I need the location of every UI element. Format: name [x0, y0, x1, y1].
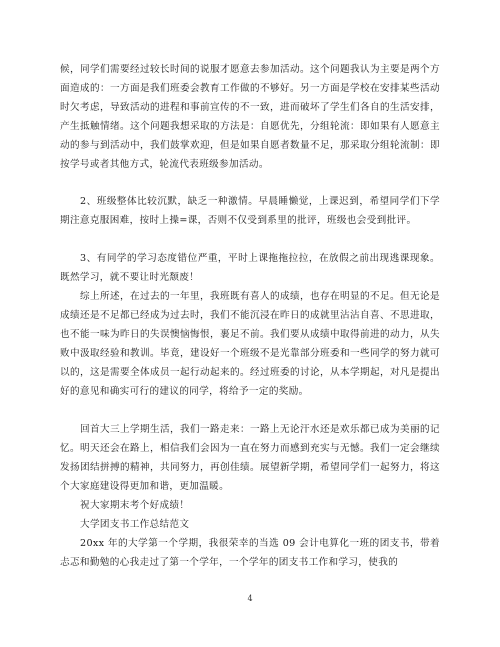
paragraph-wishes: 祝大家期末考个好成绩！: [80, 500, 190, 511]
paragraph-study-attitude: 3、有同学的学习态度错位严重，平时上课拖拖拉拉，在放假之前出现逃课现象。既然学习，就不要让时光颓废！: [60, 253, 440, 283]
paragraph-class-silence: 2、班级整体比较沉默，缺乏一种激情。早晨睡懒觉，上课迟到，希望同学们下学期注意克服困难，按时上操=课，否则不仅受到系里的批评，班级也会受到批评。: [60, 196, 440, 226]
paragraph-looking-back: 回首大三上学期生活，我们一路走来：一路上无论汗水还是欢乐都已成为美丽的记忆。明天还会在路上，相信我们会因为一直在努力而感到充实与无憾。我们一定会继续发扬团结拼搏的精神，共同努力，再创佳绩。展望新学期，希望同学们一起努力，将这个大家庭建设得更加和谐，更加温暖。: [60, 424, 440, 492]
page-number: 4: [247, 594, 253, 603]
paragraph-activity-participation: 候，同学们需要经过较长时间的说服才愿意去参加活动。这个问题我认为主要是两个方面造成的：一方面是我们班委会教育工作做的不够好。另一方面是学校在安排某些活动时欠考虑，导致活动的进程和事前宣传的不一致，进而破坏了学生们各自的生活安排，产生抵触情绪。这个问题我想采取的方法是：自愿优先，分组轮流：即如果有人愿意主动的参与到活动中，我们鼓掌欢迎，但是如果自愿者数量不足，那采取分组轮流制：即按学号或者其他方式，轮流代表班级参加活动。: [60, 64, 440, 170]
paragraph-summary: 综上所述，在过去的一年里，我班既有喜人的成绩，也存在明显的不足。但无论是成绩还是不足都已经成为过去时，我们不能沉浸在昨日的成就里沾沾自喜、不思进取，也不能一味为昨日的失误懊恼悔恨，裹足不前。我们要从成绩中取得前进的动力，从失败中汲取经验和教训。毕竟，建设好一个班级不是光靠部分班委和一些同学的努力就可以的，这是需要全体成员一起行动起来的。经过班委的讨论，从本学期起，对凡是提出好的意见和确实可行的建议的同学，将给予一定的奖励。: [60, 291, 440, 397]
paragraph-intro-next-section: 20xx 年的大学第一个学期，我很荣幸的当选 09 会计电算化一班的团支书，带着忐忑和勤勉的心我走过了第一个学年，一个学年的团支书工作和学习，使我的: [60, 538, 440, 568]
section-heading: 大学团支书工作总结范文: [80, 519, 190, 530]
